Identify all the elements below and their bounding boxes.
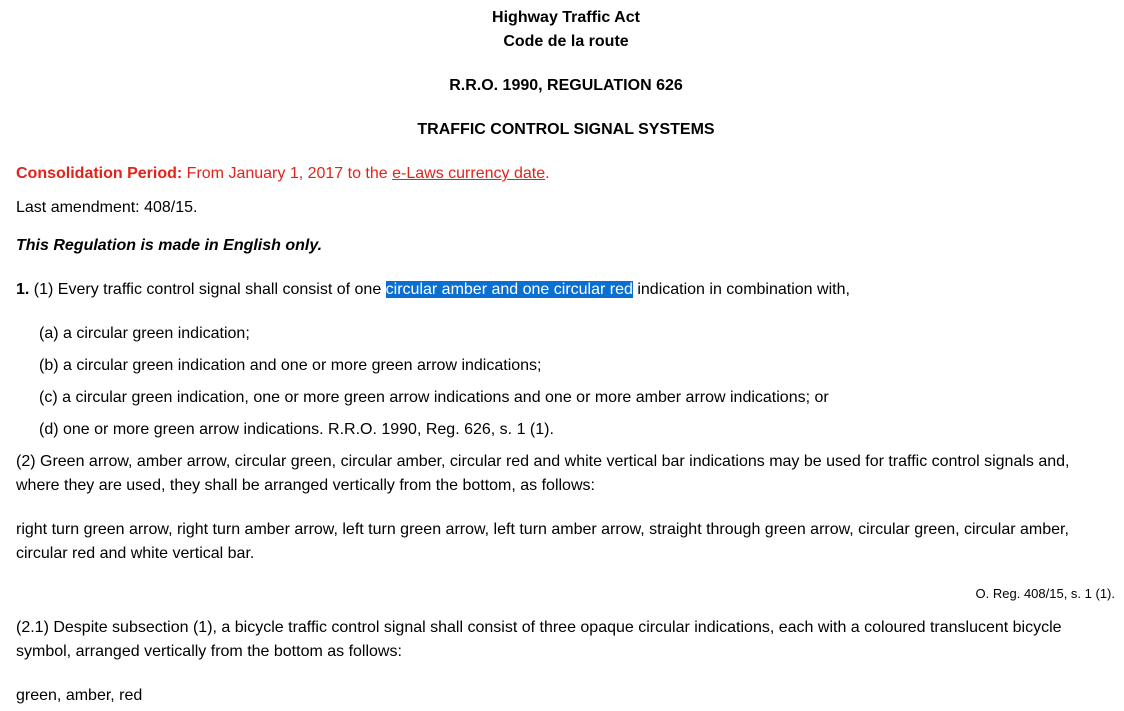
act-title-en: Highway Traffic Act <box>492 9 640 26</box>
selected-text[interactable]: circular amber and one circular red <box>385 281 633 298</box>
clause-b: (b) a circular green indication and one or more green arrow indications; <box>39 357 542 374</box>
regulation-number: R.R.O. 1990, REGULATION 626 <box>449 77 683 94</box>
clause-d: (d) one or more green arrow indications. R.R.O. 1990, Reg. 626, s. 1 (1). <box>39 421 554 438</box>
subsection-2-list-line-2: circular red and white vertical bar. <box>16 545 255 562</box>
source-citation: O. Reg. 408/15, s. 1 (1). <box>975 586 1115 601</box>
regulation-title: TRAFFIC CONTROL SIGNAL SYSTEMS <box>417 121 715 138</box>
language-note: This Regulation is made in English only. <box>16 237 323 254</box>
subsection-2-line-2: where they are used, they shall be arranged vertically from the bottom, as follows: <box>16 477 595 494</box>
consolidation-period <box>16 162 550 186</box>
act-title-fr: Code de la route <box>503 33 629 50</box>
subsection-1-text-after: indication in combination with, <box>637 281 850 298</box>
subsection-2-1-line-2: symbol, arranged vertically from the bottom as follows: <box>16 643 402 660</box>
consolidation-label: Consolidation Period: <box>16 165 183 182</box>
last-amendment: Last amendment: 408/15. <box>16 199 198 216</box>
subsection-2-1-list: green, amber, red <box>16 687 143 704</box>
subsection-2-1-line-1: (2.1) Despite subsection (1), a bicycle traffic control signal shall consist of three opaque circular indications, each with a coloured translucent bicycle <box>16 619 1062 636</box>
e-laws-currency-link[interactable]: e-Laws currency date <box>392 165 546 182</box>
consolidation-period-end: . <box>545 165 550 182</box>
subsection-2-list-line-1: right turn green arrow, right turn amber arrow, left turn green arrow, left turn amber arrow, straight through green arrow, circular green, circular amber, <box>16 521 1069 538</box>
clause-a: (a) a circular green indication; <box>39 325 250 342</box>
consolidation-text: From January 1, 2017 to the <box>186 165 388 182</box>
section-1-subsection-1 <box>16 278 850 302</box>
section-number: 1. <box>16 281 30 298</box>
clause-c: (c) a circular green indication, one or more green arrow indications and one or more amber arrow indications; or <box>39 389 829 406</box>
subsection-1-text-before: (1) Every traffic control signal shall consist of one <box>33 281 382 298</box>
subsection-2-line-1: (2) Green arrow, amber arrow, circular green, circular amber, circular red and white vertical bar indications may be used for traffic control signals and, <box>16 453 1070 470</box>
